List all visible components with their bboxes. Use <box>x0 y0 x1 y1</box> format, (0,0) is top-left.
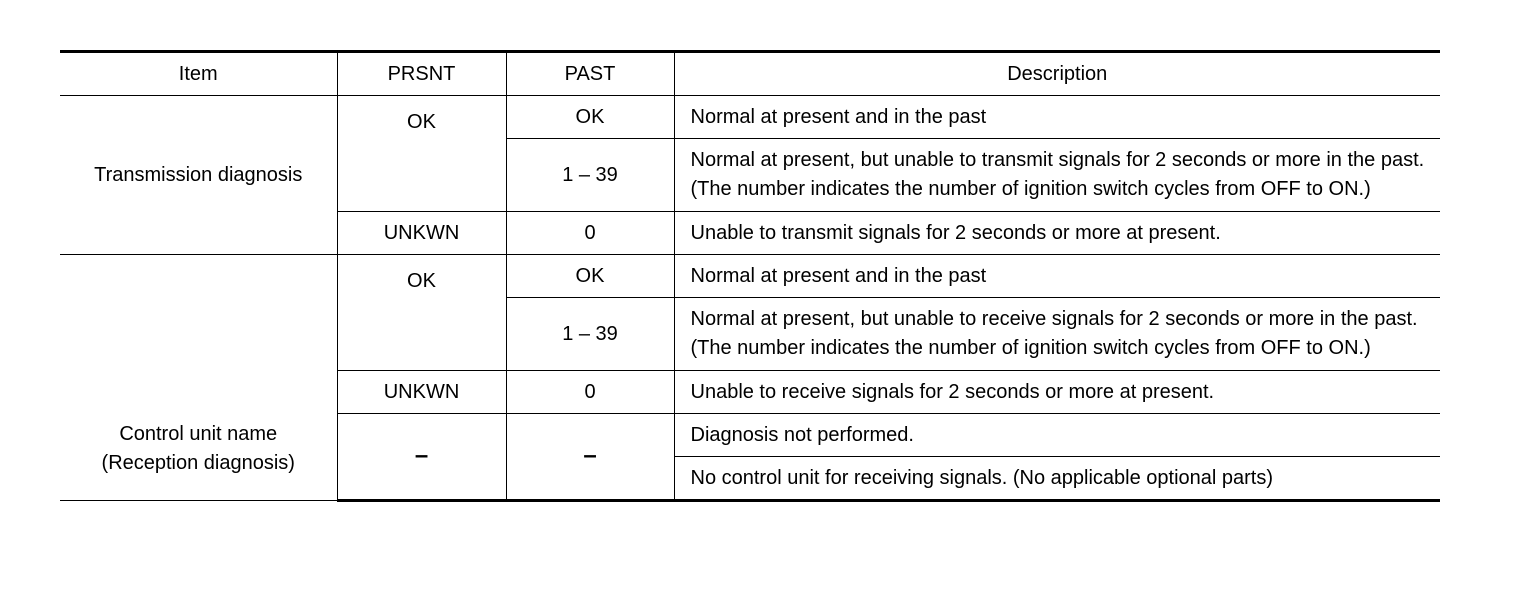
header-row <box>60 52 1440 96</box>
header-past: PAST <box>506 52 674 96</box>
prsnt-cell: OK <box>337 255 506 371</box>
dash-mark: – <box>583 442 597 469</box>
description-cell: Normal at present and in the past <box>674 96 1440 139</box>
prsnt-cell: OK <box>337 96 506 212</box>
item-line-1: Control unit name <box>119 423 278 445</box>
item-line-2: (Reception diagnosis) <box>101 452 295 474</box>
description-cell: Normal at present, but unable to receive signals for 2 seconds or more in the past. (The number indicates the number of ignition switch cycles from OFF to ON.) <box>674 298 1440 371</box>
past-cell: 1 – 39 <box>506 139 674 212</box>
table-row <box>60 96 1440 139</box>
past-cell: 0 <box>506 212 674 255</box>
item-transmission-diagnosis: Transmission diagnosis <box>60 96 337 255</box>
description-cell: Normal at present and in the past <box>674 255 1440 298</box>
description-cell: No control unit for receiving signals. (No applicable optional parts) <box>674 457 1440 501</box>
past-cell: OK <box>506 96 674 139</box>
prsnt-cell: UNKWN <box>337 212 506 255</box>
header-prsnt: PRSNT <box>337 52 506 96</box>
prsnt-cell: UNKWN <box>337 371 506 414</box>
description-cell: Unable to receive signals for 2 seconds or more at present. <box>674 371 1440 414</box>
description-cell: Diagnosis not performed. <box>674 414 1440 457</box>
description-cell: Unable to transmit signals for 2 seconds or more at present. <box>674 212 1440 255</box>
header-description: Description <box>674 52 1440 96</box>
table-row <box>60 255 1440 298</box>
prsnt-dash-cell <box>337 414 506 501</box>
description-cell: Normal at present, but unable to transmit signals for 2 seconds or more in the past. (The number indicates the number of ignition switch cycles from OFF to ON.) <box>674 139 1440 212</box>
past-cell: 1 – 39 <box>506 298 674 371</box>
past-cell: OK <box>506 255 674 298</box>
dash-mark: – <box>414 442 429 469</box>
diagnosis-table <box>60 50 1440 502</box>
item-control-unit-name <box>60 255 337 501</box>
past-cell: 0 <box>506 371 674 414</box>
header-item: Item <box>60 52 337 96</box>
past-dash-cell <box>506 414 674 501</box>
